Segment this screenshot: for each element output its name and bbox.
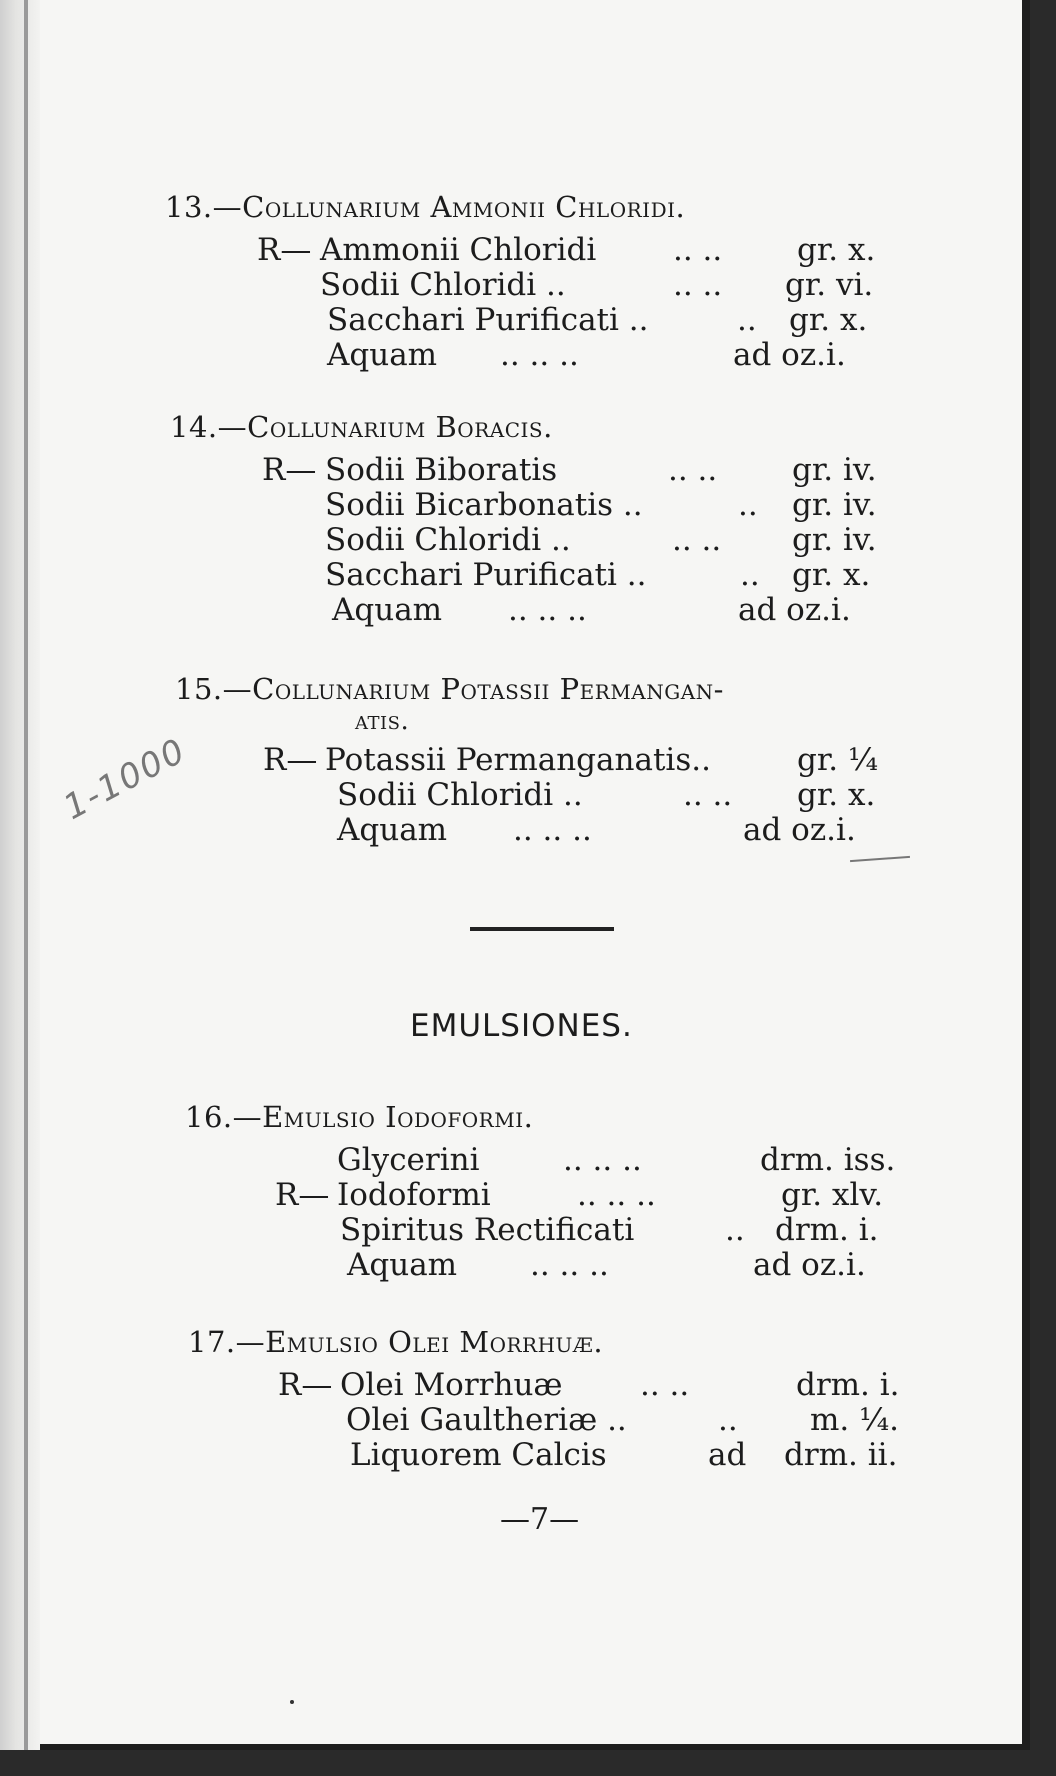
dose: gr. iv. [792, 452, 877, 488]
leader-dots: .. .. .. [577, 1177, 656, 1213]
ingredient-line [165, 337, 905, 372]
formula-number: 13.— [165, 190, 243, 224]
dose: gr. vi. [785, 267, 874, 303]
formula-17 [188, 1325, 928, 1472]
leader-dots: .. .. [683, 777, 733, 813]
handwritten-margin-note: 1-1000 [57, 730, 193, 828]
ingredient-line [170, 452, 910, 487]
leader-dots: .. [718, 1402, 738, 1438]
drug-name: Iodoformi [337, 1177, 491, 1213]
dose: gr. x. [792, 557, 871, 593]
ingredient-line [185, 1177, 925, 1212]
dose: gr. x. [797, 232, 876, 268]
formula-heading [175, 672, 915, 706]
leader-dots: .. .. [672, 522, 722, 558]
ingredient-line [175, 777, 915, 812]
dose: ad oz.i. [743, 812, 856, 848]
ingredient-line [170, 592, 910, 627]
drug-name: Potassii Permanganatis.. [325, 742, 711, 778]
section-divider [470, 927, 614, 931]
ingredient-line [170, 487, 910, 522]
ingredient-line [165, 232, 905, 267]
ingredient-line [165, 267, 905, 302]
drug-name: Spiritus Rectificati [340, 1212, 635, 1248]
dose: drm. iss. [760, 1142, 896, 1178]
drug-name: Sodii Chloridi .. [337, 777, 583, 813]
leader-dots: .. .. .. [508, 592, 587, 628]
drug-name: Sodii Bicarbonatis .. [325, 487, 643, 523]
drug-name: Liquorem Calcis [350, 1437, 607, 1473]
leader-dots: ad [708, 1437, 747, 1473]
drug-name: Sodii Chloridi .. [325, 522, 571, 558]
leader-dots: .. .. .. [513, 812, 592, 848]
ingredient-line [185, 1212, 925, 1247]
formula-title: Collunarium Potassii Permangan- [252, 672, 724, 706]
formula-title: Collunarium Ammonii Chloridi. [242, 190, 686, 224]
formula-number: 17.— [188, 1325, 266, 1359]
formula-title: Emulsio Olei Morrhuæ. [265, 1325, 604, 1359]
drug-name: Sacchari Purificati .. [327, 302, 649, 338]
leader-dots: .. .. [673, 267, 723, 303]
rx-prefix: R— [263, 742, 318, 778]
ingredient-line [185, 1142, 925, 1177]
formula-number: 16.— [185, 1100, 263, 1134]
ingredient-line [188, 1437, 928, 1472]
dose: gr. xlv. [781, 1177, 884, 1213]
leader-dots: .. .. [668, 452, 718, 488]
section-title: EMULSIONES. [410, 1008, 633, 1044]
formula-title: Collunarium Boracis. [247, 410, 553, 444]
dose: drm. i. [796, 1367, 900, 1403]
dose: m. ¼. [810, 1402, 900, 1438]
ingredient-line [185, 1247, 925, 1282]
dose: drm. i. [775, 1212, 879, 1248]
rx-prefix: R— [278, 1367, 333, 1403]
formula-15 [175, 672, 915, 847]
formula-heading [165, 190, 905, 224]
leader-dots: .. .. [673, 232, 723, 268]
ingredient-line [175, 742, 915, 777]
dose: gr. ¼ [797, 742, 879, 778]
binding-gutter [0, 0, 40, 1750]
leader-dots: .. [725, 1212, 745, 1248]
formula-title: Emulsio Iodoformi. [262, 1100, 534, 1134]
ingredient-line [175, 812, 915, 847]
drug-name: Ammonii Chloridi [320, 232, 597, 268]
drug-name: Aquam [332, 592, 443, 628]
drug-name: Sodii Chloridi .. [320, 267, 566, 303]
binding-line [24, 0, 28, 1750]
drug-name: Aquam [337, 812, 448, 848]
drug-name: Sacchari Purificati .. [325, 557, 647, 593]
dose: gr. iv. [792, 487, 877, 523]
leader-dots: .. .. .. [530, 1247, 609, 1283]
formula-heading [188, 1325, 928, 1359]
dose: gr. x. [789, 302, 868, 338]
formula-heading [170, 410, 910, 444]
formula-16 [185, 1100, 925, 1282]
leader-dots: .. [737, 302, 757, 338]
leader-dots: .. [740, 557, 760, 593]
handwritten-underline [850, 856, 910, 862]
formula-13 [165, 190, 905, 372]
drug-name: Olei Gaultheriæ .. [346, 1402, 627, 1438]
dose: ad oz.i. [738, 592, 851, 628]
drug-name: Sodii Biboratis [325, 452, 558, 488]
leader-dots: .. .. .. [563, 1142, 642, 1178]
rx-prefix: R— [275, 1177, 330, 1213]
drug-name: Aquam [327, 337, 438, 373]
formula-14 [170, 410, 910, 627]
formula-title-continued: atis. [355, 706, 410, 736]
dose: ad oz.i. [753, 1247, 866, 1283]
ingredient-line [188, 1367, 928, 1402]
paper-speck [290, 1700, 294, 1704]
formula-number: 15.— [175, 672, 253, 706]
page-number: —7— [500, 1502, 580, 1537]
drug-name: Olei Morrhuæ [340, 1367, 563, 1403]
formula-number: 14.— [170, 410, 248, 444]
leader-dots: .. .. .. [500, 337, 579, 373]
dose: gr. iv. [792, 522, 877, 558]
drug-name: Aquam [347, 1247, 458, 1283]
rx-prefix: R— [262, 452, 317, 488]
rx-prefix: R— [257, 232, 312, 268]
ingredient-line [170, 557, 910, 592]
ingredient-line [170, 522, 910, 557]
ingredient-line [188, 1402, 928, 1437]
leader-dots: .. [738, 487, 758, 523]
ingredient-line [165, 302, 905, 337]
leader-dots: .. .. [640, 1367, 690, 1403]
drug-name: Glycerini [337, 1142, 480, 1178]
formula-heading [185, 1100, 925, 1134]
dose: ad oz.i. [733, 337, 846, 373]
dose: drm. ii. [784, 1437, 898, 1473]
dose: gr. x. [797, 777, 876, 813]
